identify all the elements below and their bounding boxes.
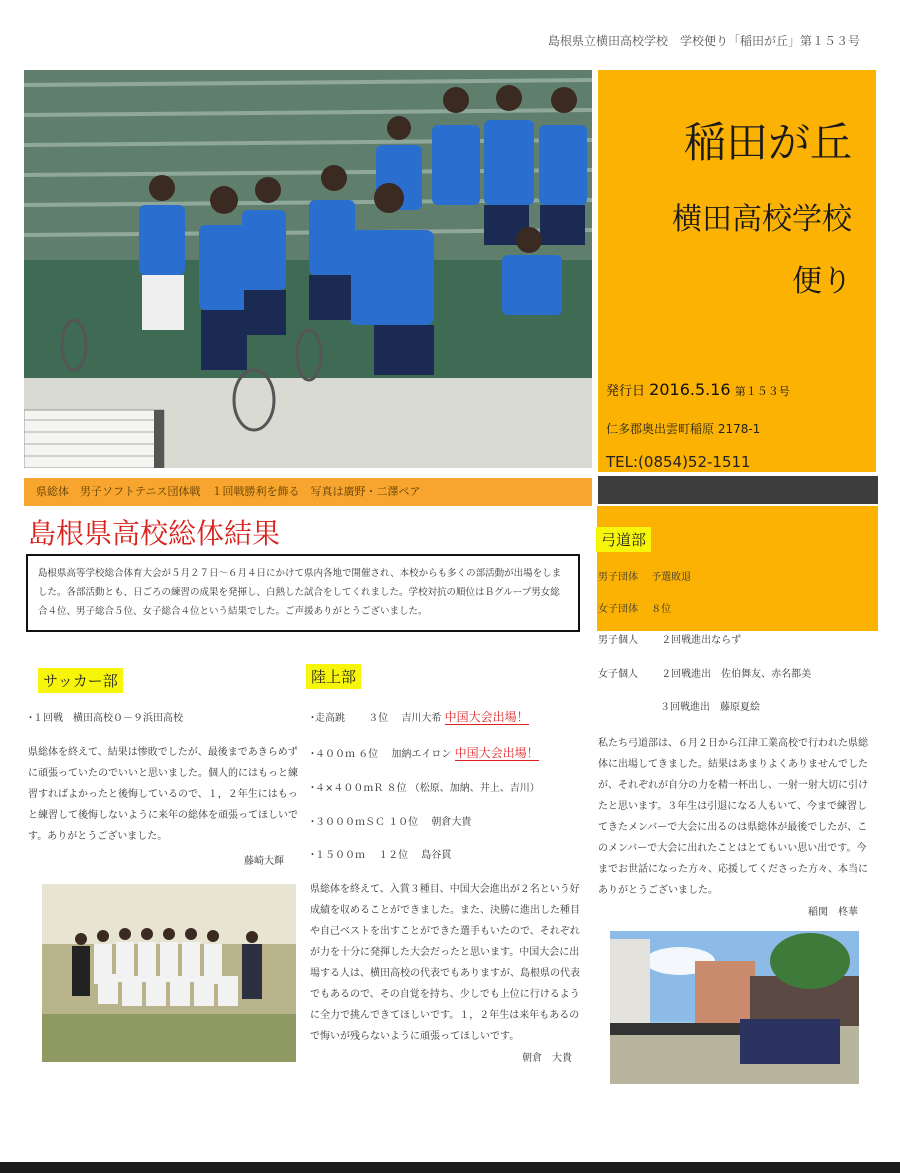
track-result-2: [310, 744, 595, 764]
kyudo-result-value: ２回戦進出ならず: [661, 635, 742, 646]
track-athlete: 朝倉大貴: [431, 817, 472, 828]
divider-bar: [598, 476, 878, 504]
kyudo-result-4: [598, 666, 811, 684]
track-heading: [306, 664, 361, 689]
kyudo-result-2: [598, 601, 671, 619]
kyudo-result-value: 予選敗退: [651, 572, 692, 583]
kyudo-venue-photo: [610, 931, 859, 1084]
kyudo-heading: [596, 527, 651, 552]
soccer-body: 県総体を終えて、結果は惨敗でしたが、最後まであきらめずに頑張っていたのでいいと思いました。個人的にはもっと練習すればよかったと後悔しているので、１，２年生にはもっと練習して後悔しないように来年の総体を頑張ってほしいです。ありがとうございました。: [28, 747, 298, 842]
track-author: 朝倉 大貴: [522, 1053, 572, 1064]
track-result-1: [310, 708, 595, 728]
track-athlete: 吉川大希: [401, 713, 442, 724]
track-athlete: 加納エイロン: [391, 749, 452, 760]
soccer-team-photo: [42, 884, 296, 1062]
kyudo-result-label: 女子団体: [598, 604, 638, 615]
soccer-result: ･１回戦 横田高校０－９浜田高校: [28, 713, 183, 724]
kyudo-body: 私たち弓道部は、６月２日から江津工業高校で行われた県総体に出場してきました。結果はあまりよくありませんでしたが、それぞれが自分の力を精一杯出し、一射一射大切に引けたと思います。３年生は引退になる人もいて、今まで練習してきたメンバーで大会に出るのは県総体が最後でしたが、このメンバーで大会に出れたことはとてもいい思い出です。今までお世話になった方々、応援してくださった方々、本当にありがとうございました。: [598, 738, 868, 896]
headline: 島根県高校総体結果: [28, 517, 281, 550]
kyudo-result-1: [598, 569, 691, 587]
track-place: ３位: [368, 713, 389, 724]
track-place: ６位: [358, 749, 379, 760]
kyudo-result-label: 男子団体: [598, 572, 638, 583]
track-place: １２位: [378, 850, 409, 861]
track-place: １０位: [388, 817, 419, 828]
track-athlete: （松原、加納、井上、吉川）: [409, 783, 540, 794]
issue-number: 第１５３号: [734, 385, 790, 398]
track-result-5: [310, 847, 595, 865]
soccer-heading-label: サッカー部: [38, 668, 123, 693]
tennis-team-photo: [24, 70, 592, 468]
track-event: ･走高跳: [310, 713, 345, 724]
newsletter-subtitle-letter: 便り: [792, 264, 852, 299]
school-address: 仁多郡奥出雲町稲原 2178-1: [606, 422, 761, 436]
track-heading-label: 陸上部: [306, 664, 361, 689]
school-telephone: TEL:(0854)52-1511: [606, 453, 751, 471]
issue-date: [606, 380, 790, 399]
soccer-heading: [38, 668, 123, 693]
track-note: 中国大会出場！: [454, 746, 539, 760]
kyudo-heading-label: 弓道部: [596, 527, 651, 552]
issue-date-value: 2016.5.16: [649, 380, 731, 399]
kyudo-result-value: ３回戦進出 藤原夏絵: [660, 702, 760, 713]
track-place: ８位: [386, 783, 407, 794]
track-event: ･３０００ｍＳＣ: [310, 817, 385, 828]
kyudo-author: 稲関 柊華: [808, 907, 858, 918]
newsletter-title: 稲田が丘: [683, 118, 852, 167]
track-athlete: 島谷貫: [421, 850, 452, 861]
track-event: ･４００ｍ: [310, 749, 355, 760]
photo-caption: 県総体 男子ソフトテニス団体戦 １回戦勝利を飾る 写真は廣野・二澤ペア: [24, 478, 592, 506]
masthead: 島根県立横田高校学校 学校便り「稲田が丘」第１５３号: [547, 34, 860, 48]
track-note: 中国大会出場！: [444, 710, 529, 724]
track-body: 県総体を終えて、入賞３種目、中国大会進出が２名という好成績を収めることができました。また、決勝に進出した種目や自己ベストを出すことができた選手もいたので、それぞれが力を十分に発揮した大会だったと思います。中国大会に出場する人は、横田高校の代表でもありますが、島根県の代表でもあるので、その自覚を持ち、少しでも上位に行けるように全力で挑んできてほしいです。１，２年生は来年もあるので悔いが残らないように頑張ってほしいです。: [310, 884, 580, 1042]
title-box: [598, 70, 876, 472]
track-event: ･４×４００ｍＲ: [310, 783, 384, 794]
soccer-author: 藤崎大輝: [244, 856, 284, 867]
track-result-3: [310, 780, 595, 798]
kyudo-result-value: ８位: [651, 604, 672, 615]
kyudo-result-label: 女子個人: [598, 669, 638, 680]
issue-date-label: 発行日: [606, 384, 646, 399]
kyudo-result-5: [660, 699, 760, 717]
bottom-border: [0, 1162, 900, 1173]
kyudo-result-label: 男子個人: [598, 635, 638, 646]
summary-box: 島根県高等学校総合体育大会が５月２７日～６月４日にかけて県内各地で開催され、本校からも多くの部活動が出場をしました。各部活動とも、日ごろの練習の成果を発揮し、白熱した試合をしてくれました。学校対抗の順位はＢグループ男女総合４位、男子総合５位、女子総合４位という結果でした。ご声援ありがとうございました。: [26, 554, 580, 632]
track-result-4: [310, 814, 595, 832]
newsletter-subtitle-school: 横田高校学校: [672, 202, 852, 237]
track-event: ･１５００ｍ: [310, 850, 365, 861]
kyudo-result-3: [598, 632, 741, 650]
kyudo-result-value: ２回戦進出 佐伯舞友、赤名都美: [661, 669, 812, 680]
